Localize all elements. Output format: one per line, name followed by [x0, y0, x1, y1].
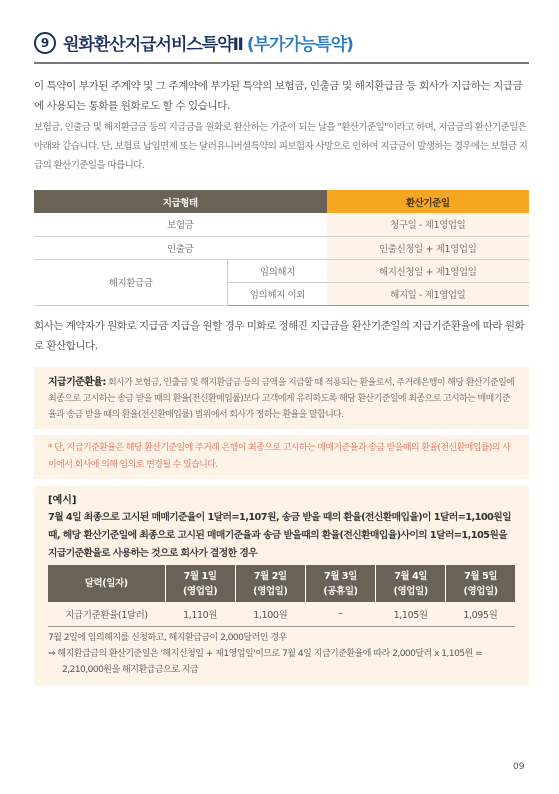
- rate-header-row: [48, 565, 515, 602]
- page-number: 09: [513, 762, 525, 772]
- rate-value: 1,105원: [376, 602, 446, 626]
- section-title-main: 원화환산지급서비스특약Ⅱ: [63, 35, 243, 55]
- rate-value: 1,110원: [165, 602, 235, 626]
- note-box: [34, 435, 529, 479]
- table-row: [34, 213, 529, 236]
- rate-header-date: 7월 2일 (영업일): [235, 565, 305, 602]
- cell-payment-type: 해지환급금: [34, 259, 228, 305]
- section-title-sub: (부가가능특약): [246, 35, 353, 55]
- table-header-row: [34, 190, 529, 213]
- rate-header-date: 7월 5일 (영업일): [446, 565, 515, 602]
- header-payment-type: 지급형태: [34, 190, 327, 213]
- cell-payment-subtype: 임의해지 이외: [228, 282, 327, 305]
- rate-value: 1,095원: [446, 602, 515, 626]
- rate-value: –: [305, 602, 375, 626]
- example-footnote: [48, 630, 518, 678]
- cell-conversion-date: 해지신청일 + 제1영업일: [327, 259, 529, 282]
- section-title: [34, 30, 529, 55]
- cell-conversion-date: 해지일 - 제1영업일: [327, 282, 529, 305]
- rate-header-date: 7월 3일 (공휴일): [305, 565, 375, 602]
- conversion-date-table: [34, 190, 529, 306]
- definition-box: [34, 367, 529, 429]
- title-divider: [34, 62, 529, 64]
- intro-paragraph: 이 특약이 부가된 주계약 및 그 주계약에 부가된 특약의 보험금, 인출금 및 해지환급금 등 회사가 지급하는 지급금에 사용되는 통화를 원화로도 할 수 있습니다.: [34, 80, 523, 112]
- definition-text: 회사가 보험금, 인출금 및 해지환급금 등의 금액을 지급할 때 적용되는 환율로서, 주거래은행이 해당 환산기준일에 최종으로 고시하는 송금 받을 때의 환율(전신환매입률)보다 고객에게 유리하도록 해당 환산기준일에 최종으로 고시하는 매매기준율과 송금 받을 때의 환율(전신환매입률) 범위에서 회사가 정하는 환율을 말합니다.: [48, 378, 515, 420]
- example-box: [34, 486, 529, 686]
- note-text: * 단, 지급기준환율은 해당 환산기준일에 주거래 은행이 최종으로 고시하는 매매기준율과 송금 받을때의 환율(전신환매입률)의 사이에서 회사에 의해 임의로 변경될 수 있습니다.: [48, 443, 511, 470]
- rate-table: [48, 565, 515, 627]
- example-footnote-line: ⇒ 해지환급금의 환산기준일은 '해지신청일 + 제1영업일'이므로 7월 4일 지급기준환율에 따라 2,000달러 x 1,105원 =: [48, 649, 483, 659]
- example-body: 7월 4일 최종으로 고시된 매매기준율이 1달러=1,107원, 송금 받을 때의 환율(전신환매입율)이 1달러=1,100원일 때, 해당 환산기준일에 최종으로 고시된 매매기준율과 송금 받을때의 환율(전신환매입율)사이의 1달러=1,105원을 지급기준환율로 사용하는 것으로 회사가 결정한 경우: [48, 512, 512, 559]
- header-conversion-date: 환산기준일: [327, 190, 529, 213]
- rate-value: 1,100원: [235, 602, 305, 626]
- example-footnote-line: 2,210,000원을 해지환급금으로 지급: [62, 665, 199, 675]
- rate-header-date: 7월 1일 (영업일): [165, 565, 235, 602]
- example-title: [예시]: [48, 495, 77, 506]
- rate-header-corner: 달력(일자): [48, 565, 165, 602]
- conversion-paragraph: 회사는 계약자가 원화로 지급금 지급을 원할 경우 미화로 정해진 지급금을 환산기준일의 지급기준환율에 따라 원화로 환산합니다.: [34, 320, 525, 352]
- rate-row-label: 지급기준환율(1달러): [48, 602, 165, 626]
- cell-payment-type: 보험금: [34, 213, 327, 236]
- table-row: [34, 259, 529, 282]
- section-number-badge: 9: [34, 32, 56, 54]
- cell-conversion-date: 청구일 - 제1영업일: [327, 213, 529, 236]
- table-row: [34, 236, 529, 259]
- rate-header-date: 7월 4일 (영업일): [376, 565, 446, 602]
- cell-payment-subtype: 임의해지: [228, 259, 327, 282]
- example-footnote-line: 7월 2일에 임의해지를 신청하고, 해지환급금이 2,000달러인 경우: [48, 633, 287, 643]
- cell-payment-type: 인출금: [34, 236, 327, 259]
- conversion-date-paragraph: 보험금, 인출금 및 해지환급금 등의 지급금을 원화로 환산하는 기준이 되는 날을 "환산기준일"이라고 하며, 지급금의 환산기준일은 아래와 같습니다. 단, 보험료 납입면제 또는 달러유니버셜특약의 피보험자 사망으로 인하여 지급금이 발생하는 경우에는 보험금 지급의 환산기준일을 따릅니다.: [34, 122, 528, 171]
- definition-label: 지급기준환율:: [48, 377, 106, 388]
- cell-conversion-date: 인출신청일 + 제1영업일: [327, 236, 529, 259]
- rate-value-row: [48, 602, 515, 626]
